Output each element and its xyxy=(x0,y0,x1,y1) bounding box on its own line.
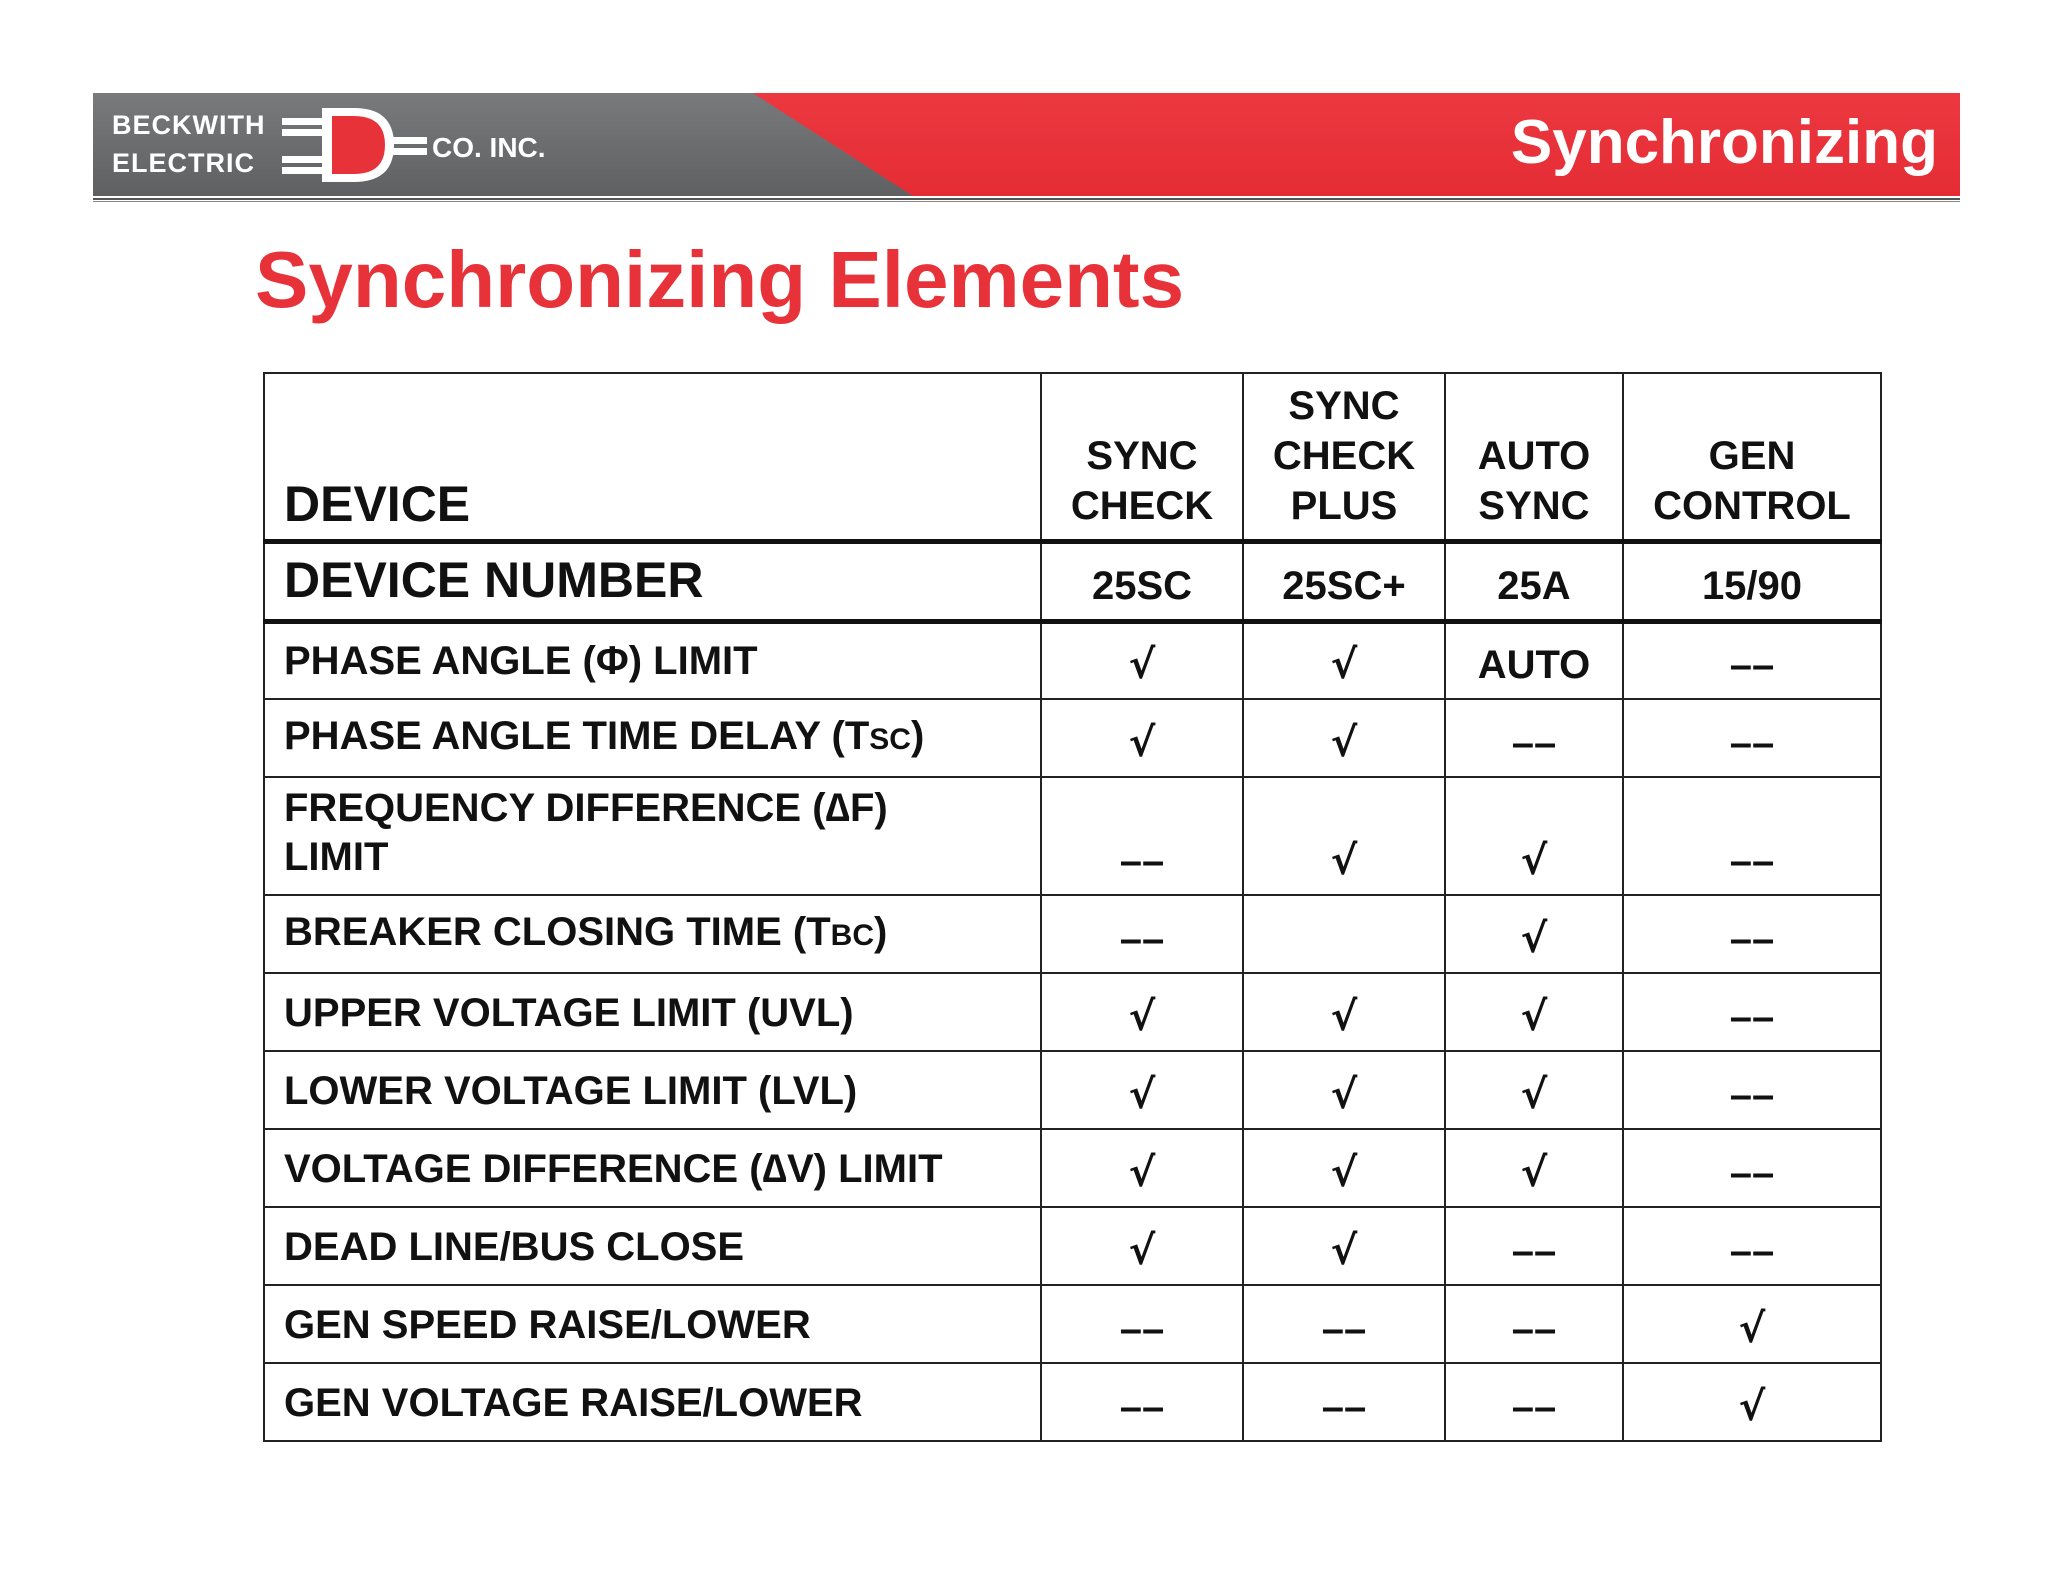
dash-cell: –– xyxy=(1041,1363,1243,1441)
check-mark-cell: √ xyxy=(1243,973,1445,1051)
check-mark-cell: √ xyxy=(1445,777,1623,895)
check-mark-cell: √ xyxy=(1445,895,1623,973)
dash-cell: –– xyxy=(1041,895,1243,973)
check-mark-cell: √ xyxy=(1243,621,1445,699)
logo-text-electric: ELECTRIC xyxy=(112,148,255,178)
check-mark-cell: √ xyxy=(1041,699,1243,777)
row-label-subscript: BC xyxy=(830,919,875,952)
row-label-text: UPPER VOLTAGE LIMIT (UVL) xyxy=(284,991,854,1035)
row-label-text: PHASE ANGLE (Φ) LIMIT xyxy=(284,639,758,683)
table-row xyxy=(264,1051,1881,1129)
row-label-text: FREQUENCY DIFFERENCE (∆F) xyxy=(284,786,888,830)
value-cell xyxy=(1243,895,1445,973)
row-label-text: LOWER VOLTAGE LIMIT (LVL) xyxy=(284,1069,858,1113)
dash-cell: –– xyxy=(1445,699,1623,777)
dash-cell: –– xyxy=(1445,1207,1623,1285)
row-label-text: VOLTAGE DIFFERENCE (∆V) LIMIT xyxy=(284,1147,943,1191)
check-mark-cell: √ xyxy=(1243,699,1445,777)
logo-d-mark-icon xyxy=(282,104,432,186)
column-header-line: PLUS xyxy=(1290,483,1398,528)
column-header-sync-check-plus xyxy=(1243,373,1445,541)
device-number-cell: 25SC xyxy=(1041,541,1243,621)
check-mark-cell: √ xyxy=(1243,777,1445,895)
table-row xyxy=(264,973,1881,1051)
row-label xyxy=(264,1363,1041,1441)
row-label-line2: LIMIT xyxy=(284,835,389,879)
column-header-gen-control xyxy=(1623,373,1881,541)
dash-cell: –– xyxy=(1445,1363,1623,1441)
dash-cell: –– xyxy=(1623,1207,1881,1285)
dash-cell: –– xyxy=(1445,1285,1623,1363)
column-header-line: CHECK xyxy=(1272,433,1416,478)
table-row xyxy=(264,1285,1881,1363)
device-header: DEVICE xyxy=(264,373,1041,541)
check-mark-cell: √ xyxy=(1041,1129,1243,1207)
dash-cell: –– xyxy=(1243,1285,1445,1363)
check-mark-cell: √ xyxy=(1445,1051,1623,1129)
device-number-cell: 15/90 xyxy=(1623,541,1881,621)
table-row xyxy=(264,1363,1881,1441)
value-cell: AUTO xyxy=(1445,621,1623,699)
row-label xyxy=(264,1051,1041,1129)
row-label xyxy=(264,1207,1041,1285)
dash-cell: –– xyxy=(1623,973,1881,1051)
column-header-sync-check xyxy=(1041,373,1243,541)
row-label-text: DEAD LINE/BUS CLOSE xyxy=(284,1225,745,1269)
check-mark-cell: √ xyxy=(1445,973,1623,1051)
banner-rule xyxy=(93,198,1960,202)
row-label-text: GEN SPEED RAISE/LOWER xyxy=(284,1303,811,1347)
column-header-line: SYNC xyxy=(1478,483,1590,528)
dash-cell: –– xyxy=(1623,1051,1881,1129)
table-row xyxy=(264,1207,1881,1285)
logo-text-beckwith: BECKWITH xyxy=(112,110,266,140)
row-label xyxy=(264,1129,1041,1207)
row-label xyxy=(264,973,1041,1051)
row-label xyxy=(264,1285,1041,1363)
dash-cell: –– xyxy=(1623,777,1881,895)
table-header-row xyxy=(264,373,1881,541)
check-mark-cell: √ xyxy=(1623,1363,1881,1441)
column-header-line: SYNC xyxy=(1086,433,1198,478)
table-row xyxy=(264,1129,1881,1207)
section-title: Synchronizing xyxy=(1510,108,1938,177)
logo-text-co-inc: CO. INC. xyxy=(432,132,546,163)
device-number-cell: 25A xyxy=(1445,541,1623,621)
table-row xyxy=(264,699,1881,777)
row-label xyxy=(264,699,1041,777)
column-header-line: CONTROL xyxy=(1653,483,1851,528)
check-mark-cell: √ xyxy=(1041,973,1243,1051)
slide-title: Synchronizing Elements xyxy=(255,235,1185,324)
check-mark-cell: √ xyxy=(1445,1129,1623,1207)
check-mark-cell: √ xyxy=(1041,1051,1243,1129)
row-label-suffix: ) xyxy=(910,714,925,758)
dash-cell: –– xyxy=(1243,1363,1445,1441)
row-label-suffix: ) xyxy=(874,910,888,954)
dash-cell: –– xyxy=(1623,895,1881,973)
table-row xyxy=(264,621,1881,699)
column-header-line: AUTO xyxy=(1477,433,1591,478)
dash-cell: –– xyxy=(1623,621,1881,699)
column-header-auto-sync xyxy=(1445,373,1623,541)
device-number-label: DEVICE NUMBER xyxy=(264,541,1041,621)
row-label xyxy=(264,777,1041,895)
device-number-row xyxy=(264,541,1881,621)
check-mark-cell: √ xyxy=(1623,1285,1881,1363)
check-mark-cell: √ xyxy=(1243,1207,1445,1285)
table-row xyxy=(264,895,1881,973)
dash-cell: –– xyxy=(1041,777,1243,895)
dash-cell: –– xyxy=(1041,1285,1243,1363)
row-label-subscript: SC xyxy=(869,723,911,756)
dash-cell: –– xyxy=(1623,1129,1881,1207)
row-label-text: GEN VOLTAGE RAISE/LOWER xyxy=(284,1381,863,1425)
check-mark-cell: √ xyxy=(1041,621,1243,699)
dash-cell: –– xyxy=(1623,699,1881,777)
check-mark-cell: √ xyxy=(1243,1129,1445,1207)
check-mark-cell: √ xyxy=(1041,1207,1243,1285)
check-mark-cell: √ xyxy=(1243,1051,1445,1129)
column-header-line: GEN xyxy=(1708,433,1796,478)
column-header-line: SYNC xyxy=(1288,383,1400,428)
device-number-cell: 25SC+ xyxy=(1243,541,1445,621)
column-header-line: CHECK xyxy=(1070,483,1214,528)
row-label-text: PHASE ANGLE TIME DELAY (T xyxy=(284,714,870,758)
row-label-text: BREAKER CLOSING TIME (T xyxy=(284,910,831,954)
row-label xyxy=(264,895,1041,973)
table-row xyxy=(264,777,1881,895)
row-label xyxy=(264,621,1041,699)
company-logo xyxy=(112,104,572,186)
sync-elements-table xyxy=(263,372,1882,1442)
